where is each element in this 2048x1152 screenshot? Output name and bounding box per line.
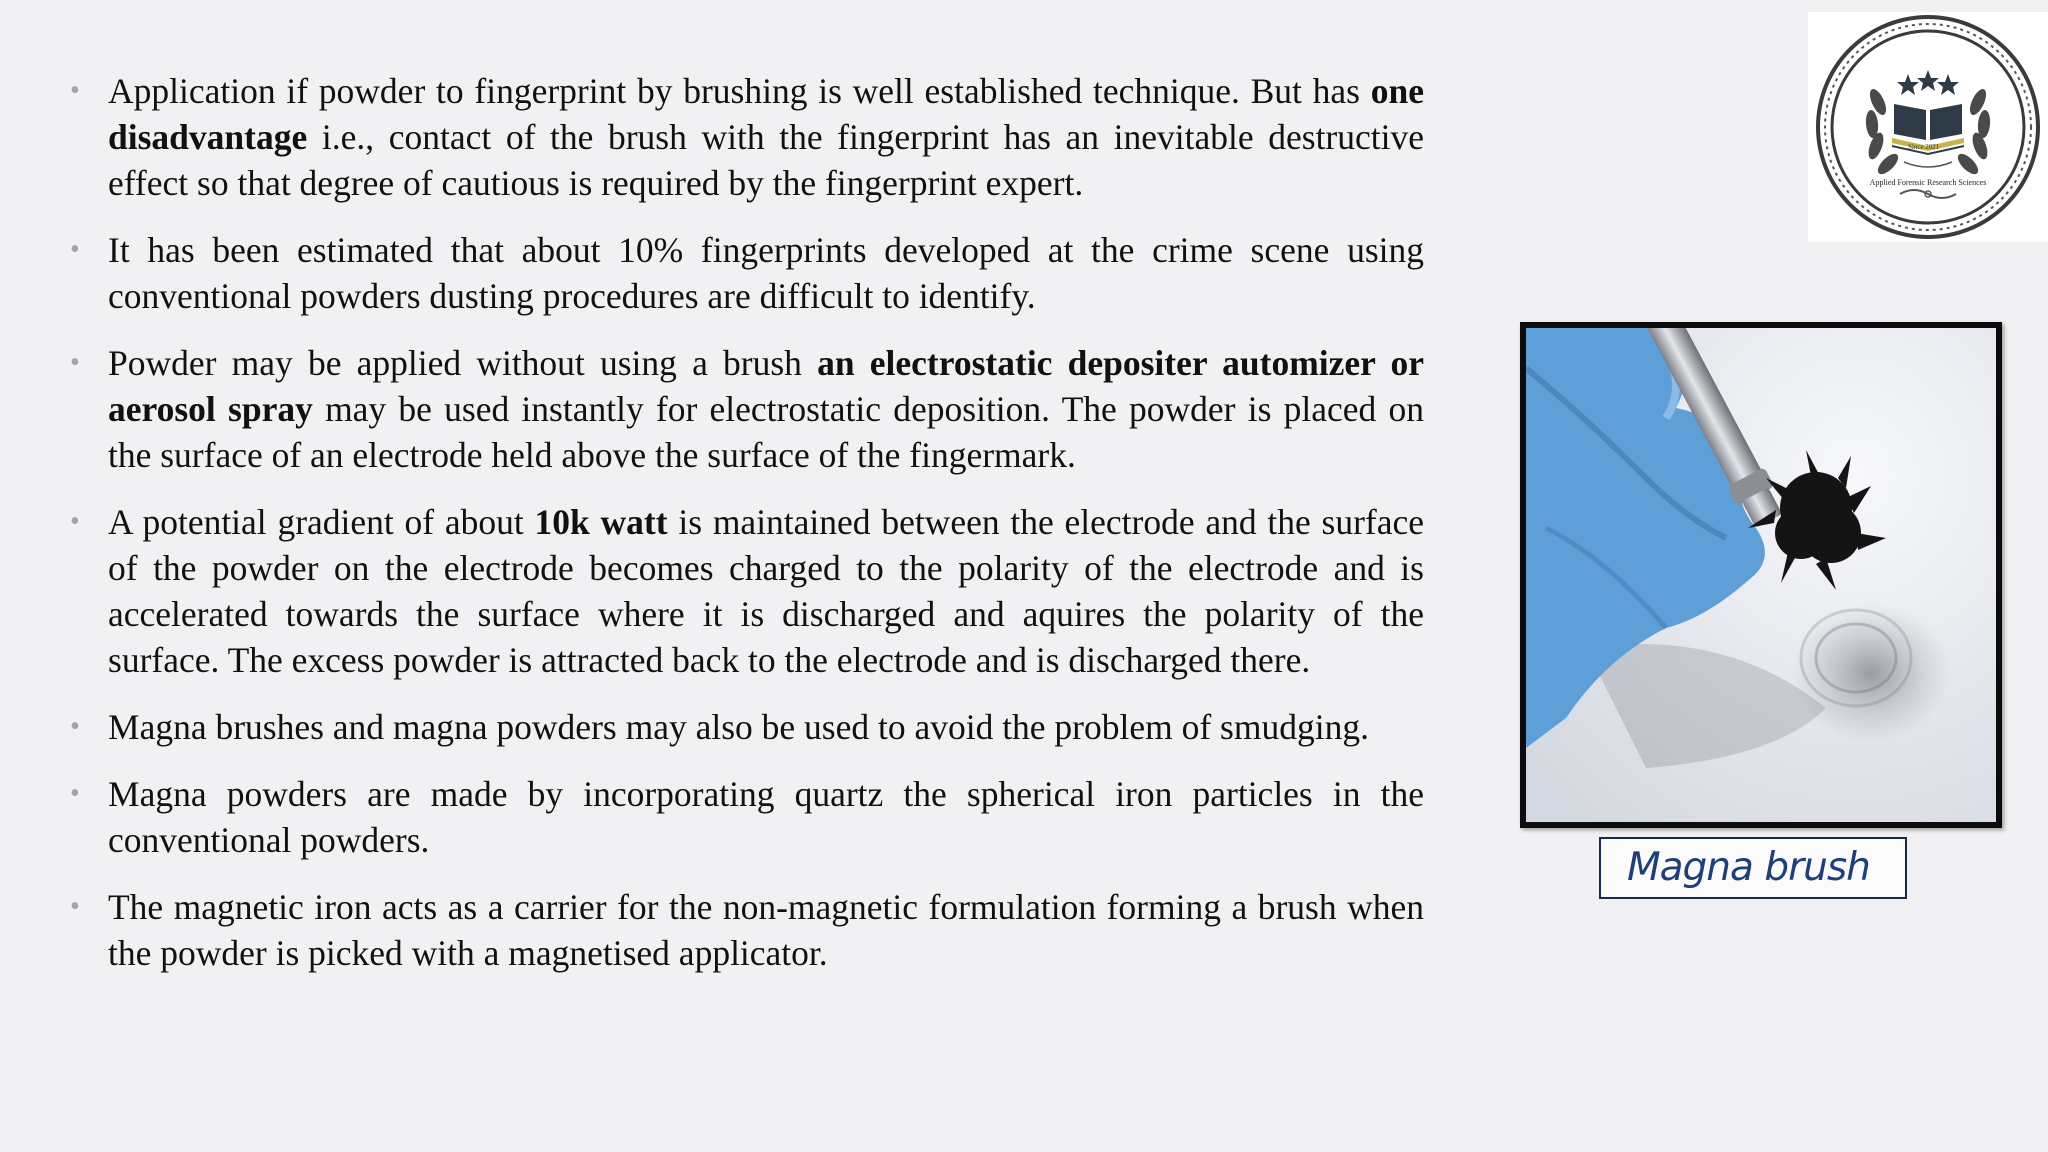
bullet-dot: • [70, 75, 80, 106]
bullet-dot: • [70, 778, 80, 809]
bullet-text [108, 707, 1369, 747]
bullet-text-run: A potential gradient of about [108, 502, 535, 542]
bullet-text [108, 71, 1424, 203]
bullet-item [64, 499, 1424, 683]
bullet-text [108, 230, 1424, 316]
bullet-item [64, 227, 1424, 319]
bullet-text [108, 502, 1424, 680]
bullet-text-run: Application if powder to fingerprint by brushing is well established technique. But has [108, 71, 1371, 111]
bullet-text-run: The magnetic iron acts as a carrier for the non-magnetic formulation forming a brush when the powder is picked with a magnetised applicator. [108, 887, 1424, 973]
logo-since-text: Since 2021 [1908, 143, 1940, 151]
bullet-text-run: Magna powders are made by incorporating quartz the spherical iron particles in the conventional powders. [108, 774, 1424, 860]
logo-seal-icon [1808, 12, 2048, 242]
bullet-bold-text: 10k watt [534, 502, 668, 542]
figure-caption: Magna brush [1599, 837, 1907, 899]
bullet-item [64, 340, 1424, 478]
bullet-text-run: It has been estimated that about 10% fingerprints developed at the crime scene using conventional powders dusting procedures are difficult to identify. [108, 230, 1424, 316]
bullet-dot: • [70, 891, 80, 922]
bullet-text-run: Powder may be applied without using a brush [108, 343, 818, 383]
magna-brush-image-icon [1526, 328, 1996, 822]
bullet-text-run: Magna brushes and magna powders may also be used to avoid the problem of smudging. [108, 707, 1369, 747]
bullet-text-run: may be used instantly for electrostatic deposition. The powder is placed on the surface of an electrode held above the surface of the fingermark. [108, 389, 1424, 475]
bullet-dot: • [70, 711, 80, 742]
bullet-text-run: is maintained between the electrode and the surface of the powder on the electrode becomes charged to the polarity of the electrode and is accelerated towards the surface where it is discharged and aquires the polarity of the surface. The excess powder is attracted back to the electrode and is discharged there. [108, 502, 1425, 680]
bullet-dot: • [70, 347, 80, 378]
bullet-bold-text: an electrostatic depositer automizer or aerosol spray [108, 343, 1424, 429]
bullet-text [108, 887, 1424, 973]
bullet-item [64, 771, 1424, 863]
magna-brush-photo [1520, 322, 2002, 828]
organization-logo [1808, 12, 2048, 242]
bullet-bold-text: one disadvantage [108, 71, 1424, 157]
bullet-text [108, 343, 1424, 475]
bullet-list [64, 68, 1424, 997]
bullet-item [64, 68, 1424, 206]
logo-org-name: Applied Forensic Research Sciences [1869, 178, 1987, 187]
bullet-text-run: i.e., contact of the brush with the fingerprint has an inevitable destructive effect so that degree of cautious is required by the fingerprint expert. [108, 117, 1424, 203]
bullet-item [64, 704, 1424, 750]
bullet-text [108, 774, 1424, 860]
bullet-dot: • [70, 234, 80, 265]
bullet-item [64, 884, 1424, 976]
bullet-dot: • [70, 506, 80, 537]
